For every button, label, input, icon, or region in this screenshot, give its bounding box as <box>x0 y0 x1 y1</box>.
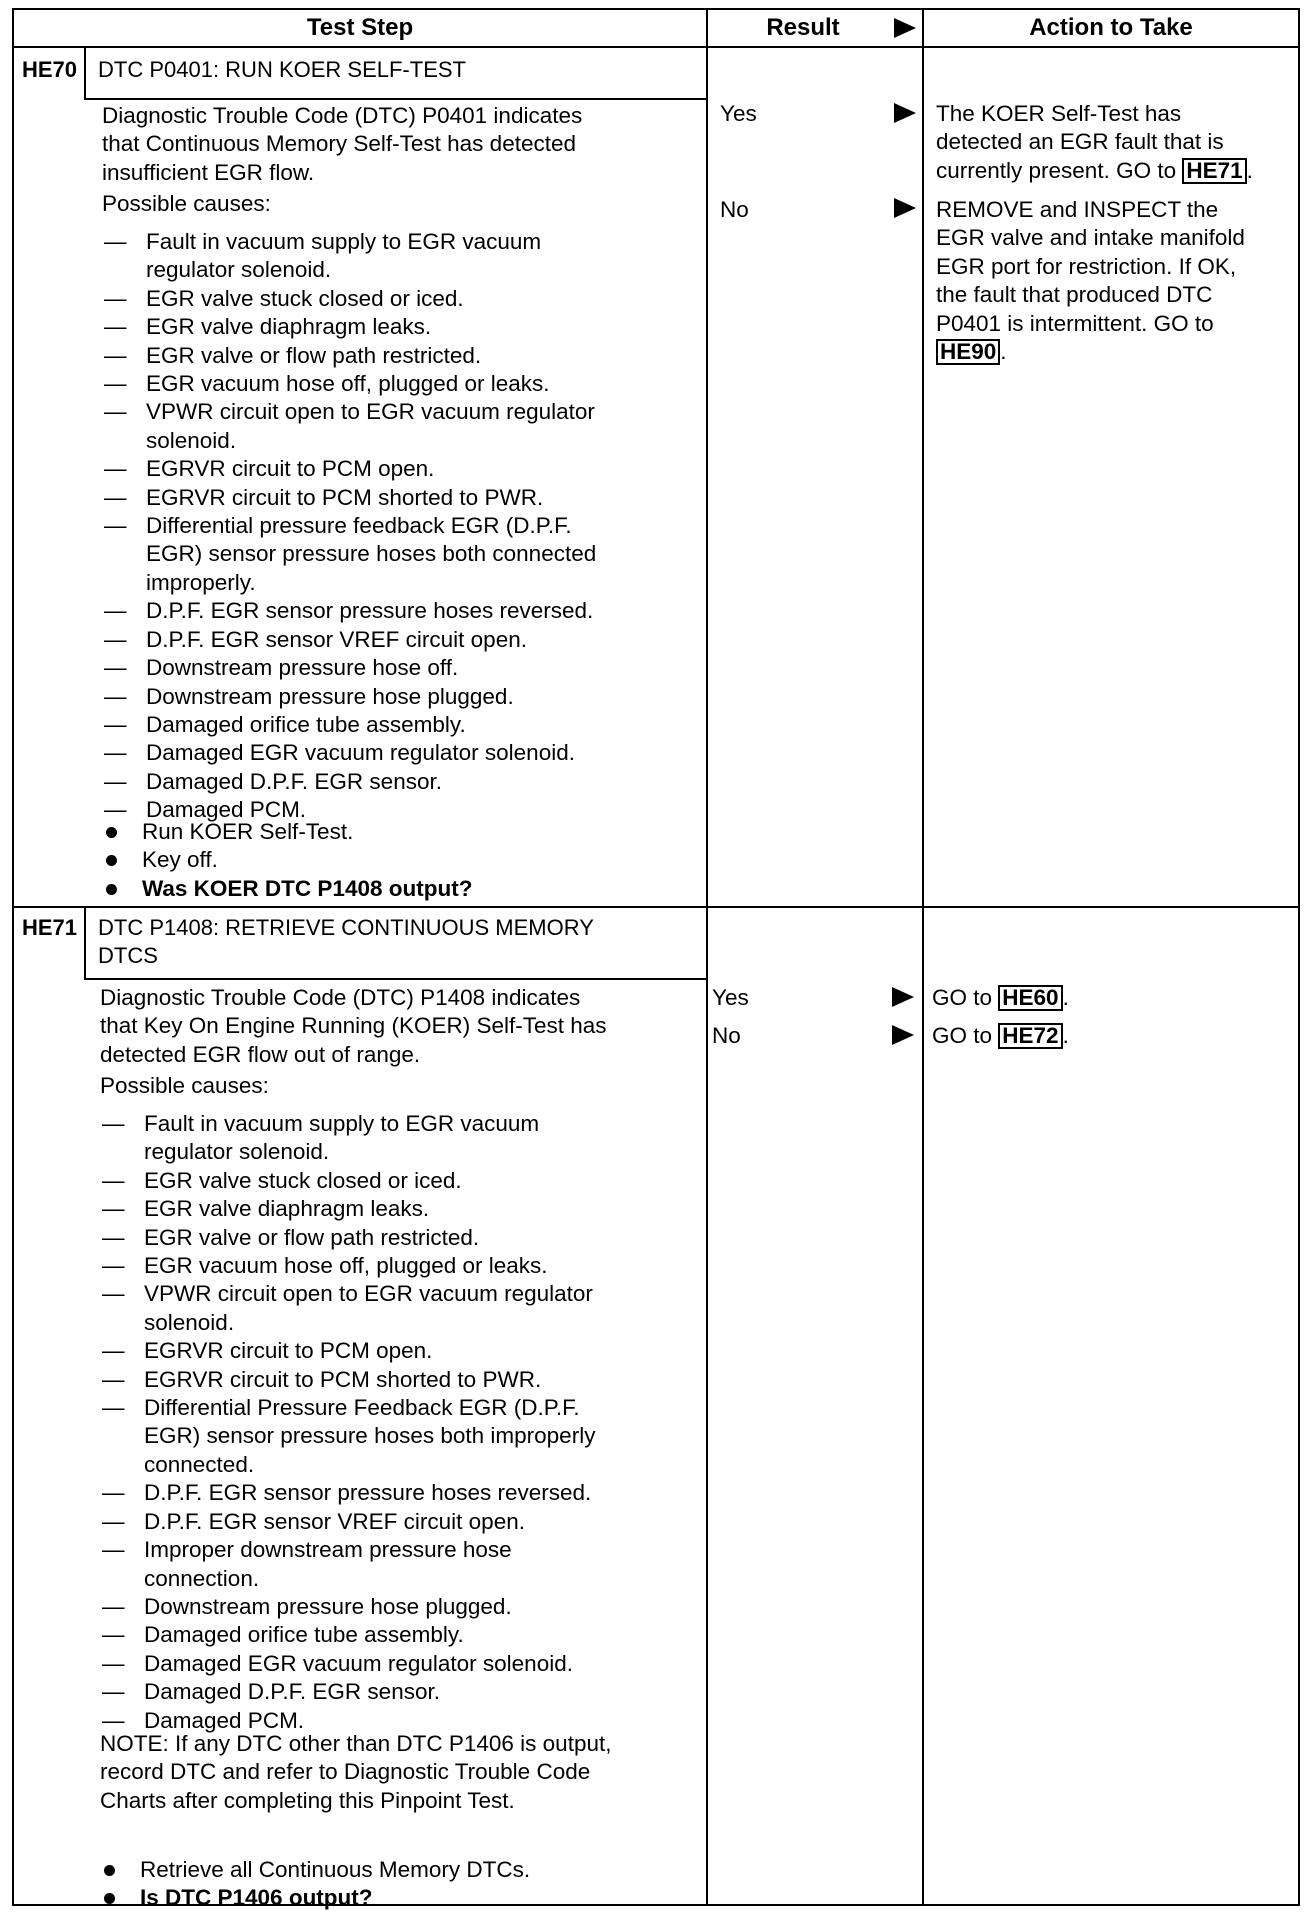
dash-icon: — <box>104 229 127 254</box>
cause-text: Damaged PCM. <box>146 797 307 823</box>
dash-icon: — <box>104 626 127 652</box>
action-text: REMOVE and INSPECT the EGR valve and intake manifold EGR port for restriction. If OK, the fault that produced DTC P0401 is intermittent. GO to <box>936 197 1245 336</box>
cause-text: EGR valve stuck closed or iced. <box>146 285 464 311</box>
dash-icon: — <box>104 655 127 681</box>
cause-item <box>102 1280 595 1337</box>
cause-item <box>102 1593 595 1621</box>
cause-text: Damaged orifice tube assembly. <box>146 711 466 737</box>
cause-item <box>104 285 596 313</box>
cause-item <box>102 1110 595 1167</box>
dash-icon: — <box>102 1508 125 1534</box>
cause-item <box>102 1252 595 1280</box>
result-no: No <box>712 1023 741 1048</box>
dash-icon: — <box>102 1111 125 1136</box>
dash-icon: — <box>104 371 127 397</box>
cause-text: Downstream pressure hose plugged. <box>144 1593 512 1619</box>
header-action: Action to Take <box>1029 14 1193 41</box>
cause-text: EGRVR circuit to PCM open. <box>146 456 435 482</box>
step-reference-link[interactable]: HE90 <box>936 339 1000 365</box>
dash-icon: — <box>102 1196 125 1222</box>
cause-text: D.P.F. EGR sensor pressure hoses reversed. <box>144 1480 592 1506</box>
dash-icon: — <box>104 683 127 709</box>
bullet-icon <box>106 855 117 866</box>
action-steps-list <box>102 1856 530 1913</box>
header-rule <box>14 46 1298 48</box>
cause-item <box>102 1678 595 1706</box>
action-no <box>936 196 1296 366</box>
row-rule-he71 <box>14 906 1298 908</box>
step-reference-link[interactable]: HE72 <box>998 1023 1062 1049</box>
cause-item <box>102 1479 595 1507</box>
action-steps-list <box>104 818 472 903</box>
dash-icon: — <box>102 1167 125 1193</box>
cause-text: EGRVR circuit to PCM shorted to PWR. <box>146 484 544 510</box>
dash-icon: — <box>102 1593 125 1619</box>
diagnostic-table <box>12 8 1300 1911</box>
action-text: GO to <box>932 1023 999 1048</box>
dash-icon: — <box>104 768 127 794</box>
result-yes: Yes <box>712 985 749 1010</box>
dash-icon: — <box>104 484 127 510</box>
cause-text: VPWR circuit open to EGR vacuum regulator solenoid. <box>146 399 595 453</box>
dash-icon: — <box>102 1679 125 1705</box>
dash-icon: — <box>104 797 127 823</box>
bullet-icon <box>104 1865 115 1876</box>
cause-text: Fault in vacuum supply to EGR vacuum regulator solenoid. <box>144 1111 540 1165</box>
step-title: DTC P0401: RUN KOER SELF-TEST <box>98 57 466 82</box>
step-reference-link[interactable]: HE71 <box>1182 158 1246 184</box>
bullet-icon <box>106 884 117 895</box>
dash-icon: — <box>104 314 127 340</box>
action-step <box>102 1856 530 1884</box>
cause-item <box>104 683 596 711</box>
step-note: NOTE: If any DTC other than DTC P1406 is output, record DTC and refer to Diagnostic Trouble Code Charts after completing this Pinpoint Test. <box>100 1731 612 1813</box>
cause-text: Damaged D.P.F. EGR sensor. <box>146 768 442 794</box>
dash-icon: — <box>102 1253 125 1279</box>
cause-item <box>104 739 596 767</box>
cause-item <box>104 597 596 625</box>
cause-item <box>104 768 596 796</box>
step-description: Diagnostic Trouble Code (DTC) P1408 indicates that Key On Engine Running (KOER) Self-Test has detected EGR flow out of range. <box>100 985 607 1067</box>
cause-item <box>102 1337 595 1365</box>
cause-item <box>104 342 596 370</box>
cause-item <box>104 484 596 512</box>
title-rule-he71 <box>84 978 706 980</box>
column-divider-result <box>922 10 924 1904</box>
cause-text: VPWR circuit open to EGR vacuum regulator solenoid. <box>144 1281 593 1335</box>
dash-icon: — <box>102 1707 125 1733</box>
step-reference-link[interactable]: HE60 <box>998 985 1062 1011</box>
action-yes <box>936 100 1296 185</box>
possible-causes-label: Possible causes: <box>100 1073 269 1098</box>
column-divider-code-2 <box>84 908 86 980</box>
cause-item <box>102 1650 595 1678</box>
cause-item <box>102 1195 595 1223</box>
action-step <box>102 1884 530 1912</box>
action-yes <box>932 984 1296 1012</box>
cause-text: Damaged EGR vacuum regulator solenoid. <box>146 740 575 766</box>
action-step-text: Retrieve all Continuous Memory DTCs. <box>140 1857 531 1882</box>
action-text: GO to <box>932 985 999 1010</box>
action-no <box>932 1022 1296 1050</box>
step-code: HE70 <box>22 57 78 82</box>
dash-icon: — <box>102 1224 125 1250</box>
dash-icon: — <box>104 285 127 311</box>
dash-icon: — <box>104 342 127 368</box>
dash-icon: — <box>102 1338 125 1364</box>
cause-item <box>104 370 596 398</box>
action-step-text: Key off. <box>142 847 218 873</box>
cause-text: EGR valve or flow path restricted. <box>144 1224 480 1250</box>
cause-text: Damaged orifice tube assembly. <box>144 1622 464 1648</box>
cause-item <box>104 711 596 739</box>
causes-list <box>104 228 596 825</box>
cause-item <box>104 398 596 455</box>
cause-text: Differential pressure feedback EGR (D.P.F. EGR) sensor pressure hoses both connected improperly. <box>146 513 597 595</box>
cause-text: EGR vacuum hose off, plugged or leaks. <box>144 1253 548 1279</box>
cause-text: EGR valve or flow path restricted. <box>146 342 482 368</box>
action-step <box>104 818 472 846</box>
cause-item <box>104 313 596 341</box>
possible-causes-label: Possible causes: <box>102 191 271 216</box>
action-suffix: . <box>1062 985 1069 1010</box>
bullet-icon <box>104 1893 115 1904</box>
cause-item <box>104 626 596 654</box>
title-rule-he70 <box>84 98 706 100</box>
dash-icon: — <box>102 1281 125 1307</box>
dash-icon: — <box>102 1366 125 1392</box>
cause-item <box>104 228 596 285</box>
step-description: Diagnostic Trouble Code (DTC) P0401 indicates that Continuous Memory Self-Test has detected insufficient EGR flow. <box>102 103 583 185</box>
causes-list <box>102 1110 595 1735</box>
header-result: Result <box>766 14 840 41</box>
action-step <box>104 875 472 903</box>
dash-icon: — <box>104 513 127 539</box>
action-step <box>104 846 472 874</box>
dash-icon: — <box>104 711 127 737</box>
action-suffix: . <box>1246 157 1253 183</box>
cause-item <box>102 1536 595 1593</box>
column-divider-step <box>706 10 708 1904</box>
cause-item <box>102 1366 595 1394</box>
cause-text: Fault in vacuum supply to EGR vacuum regulator solenoid. <box>146 229 542 283</box>
bullet-icon <box>106 827 117 838</box>
dash-icon: — <box>102 1480 125 1506</box>
cause-item <box>102 1394 595 1479</box>
dash-icon: — <box>102 1537 125 1563</box>
dash-icon: — <box>102 1395 125 1421</box>
column-divider-code <box>84 46 86 100</box>
cause-text: EGR valve stuck closed or iced. <box>144 1167 462 1193</box>
cause-text: EGR valve diaphragm leaks. <box>146 314 432 340</box>
cause-item <box>104 512 596 597</box>
cause-item <box>102 1508 595 1536</box>
cause-text: Damaged D.P.F. EGR sensor. <box>144 1679 440 1705</box>
action-suffix: . <box>1000 339 1007 365</box>
cause-item <box>102 1167 595 1195</box>
cause-text: EGRVR circuit to PCM open. <box>144 1338 433 1364</box>
dash-icon: — <box>104 598 127 624</box>
step-code: HE71 <box>22 915 78 940</box>
dash-icon: — <box>104 456 127 482</box>
dash-icon: — <box>104 740 127 766</box>
cause-item <box>102 1621 595 1649</box>
cause-text: EGR valve diaphragm leaks. <box>144 1196 430 1222</box>
result-yes: Yes <box>720 101 757 126</box>
action-text: The KOER Self-Test has detected an EGR fault that is currently present. GO to <box>936 101 1224 183</box>
action-step-text: Is DTC P1406 output? <box>140 1885 373 1911</box>
action-step-text: Run KOER Self-Test. <box>142 819 354 844</box>
step-title: DTC P1408: RETRIEVE CONTINUOUS MEMORY DTCS <box>98 915 594 968</box>
header-arrow-icon <box>894 18 916 38</box>
result-arrow-icon <box>894 103 916 123</box>
cause-text: Damaged PCM. <box>144 1707 305 1733</box>
cause-text: Downstream pressure hose off. <box>146 655 459 681</box>
result-arrow-icon <box>894 198 916 218</box>
cause-text: Differential Pressure Feedback EGR (D.P.F. EGR) sensor pressure hoses both improperly connected. <box>144 1395 596 1477</box>
result-arrow-icon <box>892 1025 914 1045</box>
result-no: No <box>720 197 749 222</box>
result-arrow-icon <box>892 987 914 1007</box>
dash-icon: — <box>102 1650 125 1676</box>
cause-text: EGR vacuum hose off, plugged or leaks. <box>146 371 550 397</box>
cause-text: D.P.F. EGR sensor pressure hoses reversed. <box>146 598 594 624</box>
action-step-text: Was KOER DTC P1408 output? <box>142 875 473 901</box>
cause-item <box>104 455 596 483</box>
action-suffix: . <box>1062 1023 1069 1048</box>
cause-text: D.P.F. EGR sensor VREF circuit open. <box>144 1508 525 1534</box>
cause-text: Damaged EGR vacuum regulator solenoid. <box>144 1650 573 1676</box>
cause-text: D.P.F. EGR sensor VREF circuit open. <box>146 626 527 652</box>
cause-text: Improper downstream pressure hose connection. <box>144 1537 512 1591</box>
cause-text: Downstream pressure hose plugged. <box>146 683 514 709</box>
dash-icon: — <box>102 1622 125 1648</box>
dash-icon: — <box>104 399 127 425</box>
cause-item <box>104 654 596 682</box>
header-test-step: Test Step <box>306 14 414 41</box>
cause-text: EGRVR circuit to PCM shorted to PWR. <box>144 1366 542 1392</box>
cause-item <box>102 1224 595 1252</box>
